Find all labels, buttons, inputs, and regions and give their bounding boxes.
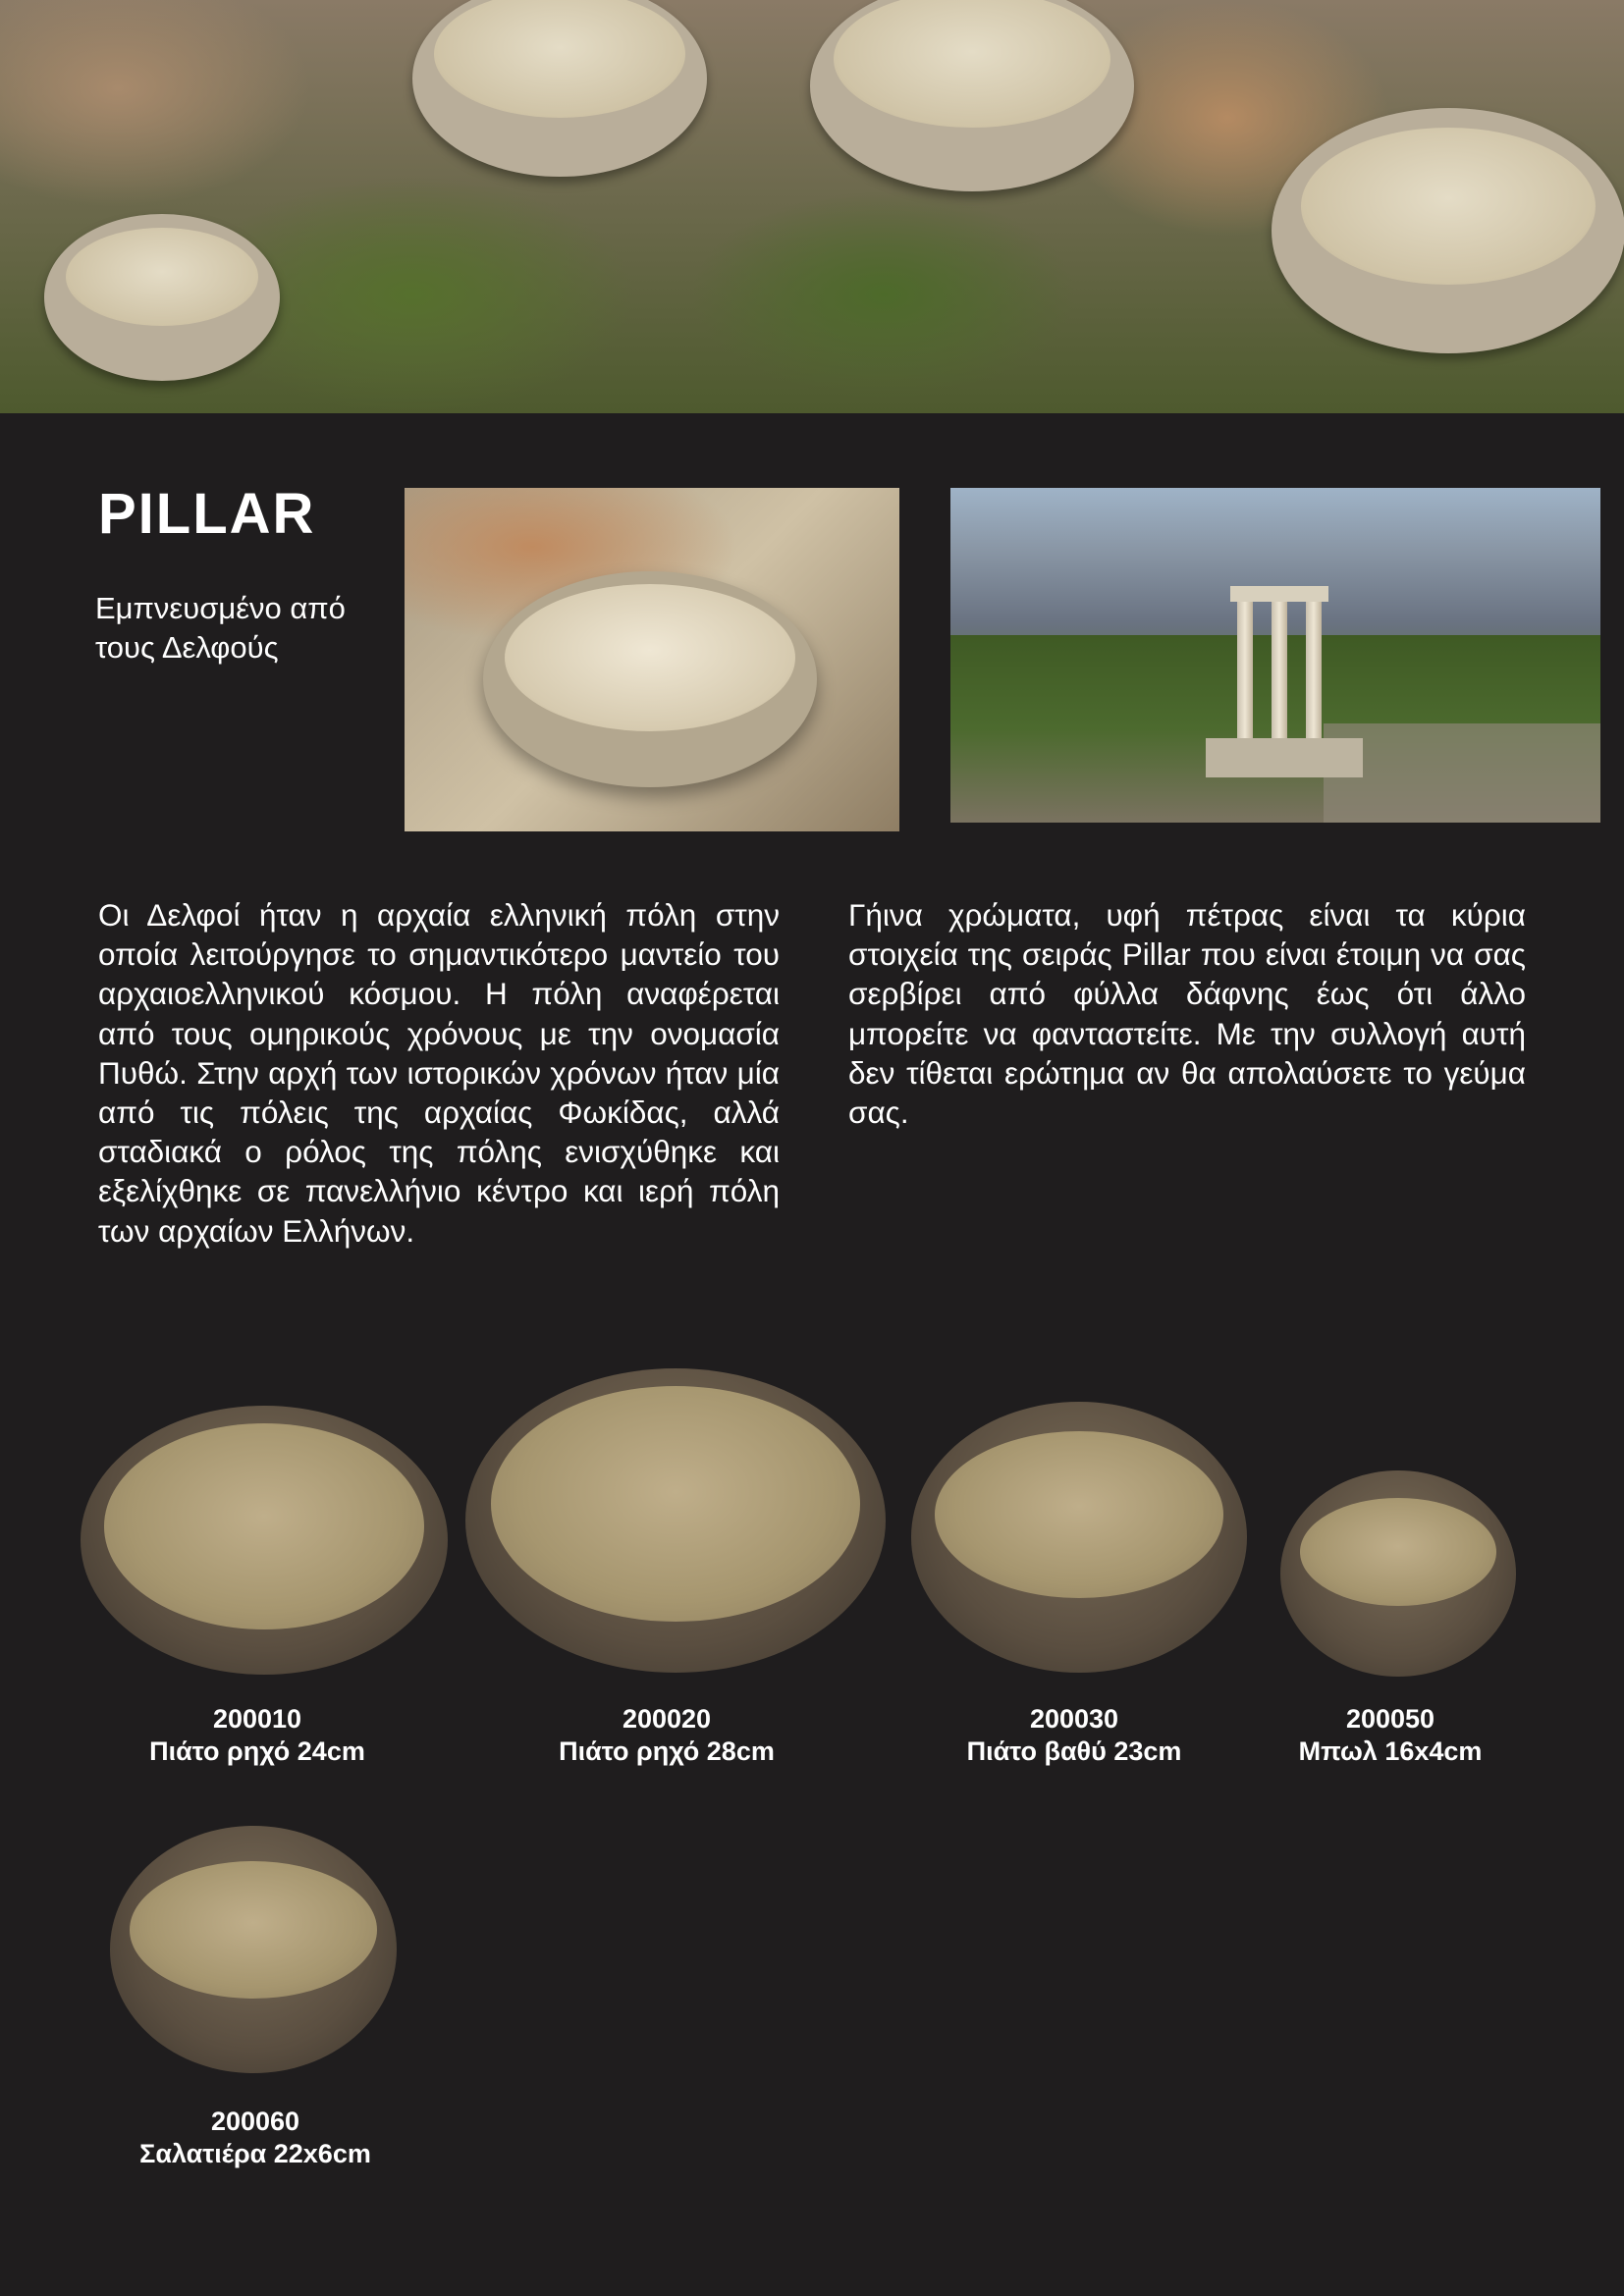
product-200030: [927, 1704, 1221, 1773]
product-code: 200050: [1345, 1704, 1435, 1734]
delphi-tholos-photo: [950, 488, 1600, 823]
product-name: Πιάτο βαθύ 23cm: [966, 1736, 1182, 1766]
product-code: 200020: [622, 1704, 712, 1734]
product-200020: [519, 1704, 814, 1773]
hero-bowl-center-right: [810, 0, 1134, 191]
product-image-200020: [465, 1368, 886, 1673]
hero-photo: [0, 0, 1624, 413]
product-200050: [1243, 1704, 1538, 1773]
product-image-200030: [911, 1402, 1247, 1673]
product-name: Σαλατιέρα 22x6cm: [139, 2139, 371, 2168]
page-title: PILLAR: [98, 482, 316, 546]
product-200010: [110, 1704, 405, 1773]
product-200060: [108, 2107, 403, 2175]
product-name: Πιάτο ρηχό 28cm: [559, 1736, 775, 1766]
hero-bowl-left: [44, 214, 280, 381]
product-image-200060: [110, 1826, 397, 2073]
product-image-200050: [1280, 1470, 1516, 1677]
product-name: Μπωλ 16x4cm: [1298, 1736, 1483, 1766]
page-subtitle: Εμπνευσμένο από τους Δελφούς: [95, 591, 346, 665]
description-right: Γήινα χρώματα, υφή πέτρας είναι τα κύρια στοιχεία της σειράς Pillar που είναι έτοιμη να σας σερβίρει από φύλλα δάφνης έως ότι άλλο μπορείτε να φανταστείτε. Με την συλλογή αυτή δεν τίθεται ερώτημα αν θα απολαύσετε το γεύμα σας.: [848, 897, 1526, 1131]
product-code: 200030: [1029, 1704, 1119, 1734]
bowl-on-rocks-photo: [405, 488, 899, 831]
hero-bowl-center-left: [412, 0, 707, 177]
description-left: Οι Δελφοί ήταν η αρχαία ελληνική πόλη στην οποία λειτούργησε το σημαντικότερο μαντείο του αρχαιοελληνικού κόσμου. Η πόλη αναφέρεται από τους ομηρικούς χρόνους με την ονομασία Πυθώ. Στην αρχή των ιστορικών χρόνων ήταν μία από τις πόλεις της αρχαίας Φωκίδας, αλλά σταδιακά ο ρόλος της πόλης ενισχύθηκε και εξελίχθηκε σε πανελλήνιο κέντρο και ιερή πόλη των αρχαίων Ελλήνων.: [98, 897, 780, 1249]
product-code: 200060: [210, 2107, 300, 2136]
hero-plate-right: [1272, 108, 1624, 353]
product-code: 200010: [212, 1704, 302, 1734]
product-image-200010: [81, 1406, 448, 1675]
product-name: Πιάτο ρηχό 24cm: [149, 1736, 365, 1766]
